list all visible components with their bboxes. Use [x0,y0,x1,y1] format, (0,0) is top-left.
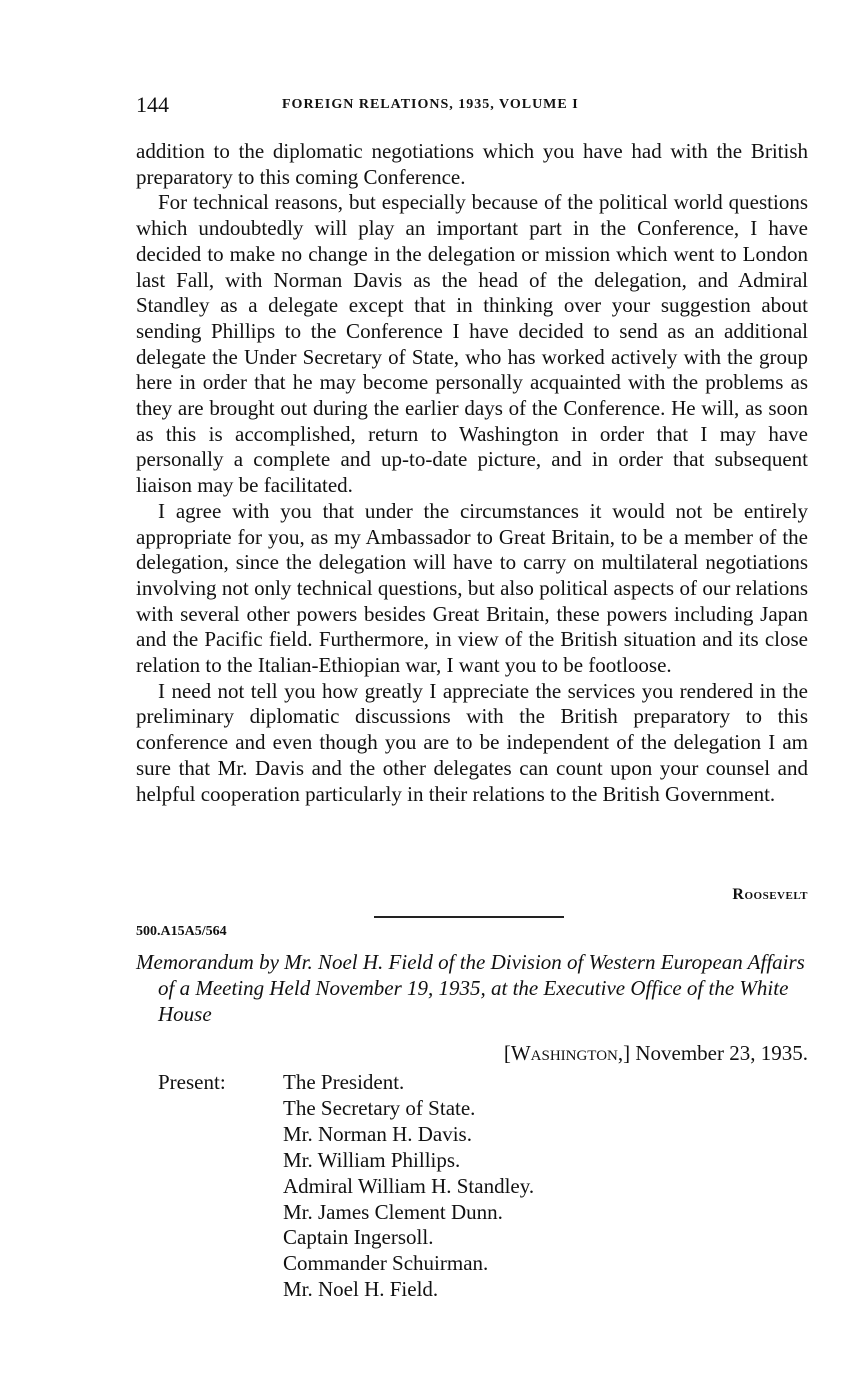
section-divider [374,916,564,918]
attendee: Commander Schuirman. [283,1251,489,1276]
dateline-date: November 23, 1935. [635,1041,808,1065]
attendee: The Secretary of State. [283,1095,476,1120]
paragraph: addition to the diplomatic negotiations which you have had with the British preparatory to this coming Conference. [136,139,808,189]
dateline-place: [Washington,] [503,1041,631,1065]
attendee: Mr. James Clement Dunn. [283,1199,503,1224]
attendee-list [283,1070,534,1303]
paragraph: For technical reasons, but especially because of the political world questions which undoubtedly will play an important part in the Conference, I have decided to make no change in the delegation or mission which went to London last Fall, with Norman Davis as the head of the delegation, and Admiral Standley as a delegate except that in thinking over your suggestion about sending Phillips to the Conference I have decided to send as an additional delegate the Under Secretary of State, who has worked actively with the group here in order that he may become personally acquainted with the problems as they are brought out during the earlier days of the Conference. He will, as soon as this is accomplished, return to Washington in order that I may have personally a complete and up-to-date picture, and in order that subsequent liaison may be facilitated. [136,190,808,498]
attendee: Captain Ingersoll. [283,1225,434,1250]
present-label: Present: [158,1070,226,1094]
attendee: Mr. William Phillips. [283,1147,461,1172]
dateline [136,1041,808,1066]
attendee: Mr. Noel H. Field. [283,1277,439,1302]
file-number: 500.A15A5/564 [136,924,227,939]
paragraph: I need not tell you how greatly I appreciate the services you rendered in the preliminary diplomatic discussions with the British preparatory to this conference and even though you are to be independent of the delegation I am sure that Mr. Davis and the other delegates can count upon your counsel and helpful cooperation particularly in their relations to the British Government. [136,678,808,806]
page-header [136,92,808,122]
paragraph: I agree with you that under the circumstances it would not be entirely appropriate for you, as my Ambassador to Great Britain, to be a member of the delegation, since the delegation will have to carry on multilateral negotiations involving not only technical questions, but also political aspects of our relations with several other powers besides Great Britain, these powers including Japan and the Pacific field. Furthermore, in view of the British situation and its close relation to the Italian-Ethiopian war, I want you to be footloose. [136,498,808,678]
attendee: The President. [283,1070,405,1094]
attendee: Admiral William H. Standley. [283,1173,535,1198]
page-number: 144 [136,92,169,117]
memo-title: Memorandum by Mr. Noel H. Field of the Division of Western European Affairs of a Meeting Held November 19, 1935, at the Executive Office of the White House [136,950,805,1026]
attendee: Mr. Norman H. Davis. [283,1121,472,1146]
signature: Roosevelt [732,886,808,903]
letter-body [136,139,808,807]
running-head: FOREIGN RELATIONS, 1935, VOLUME I [282,97,579,112]
